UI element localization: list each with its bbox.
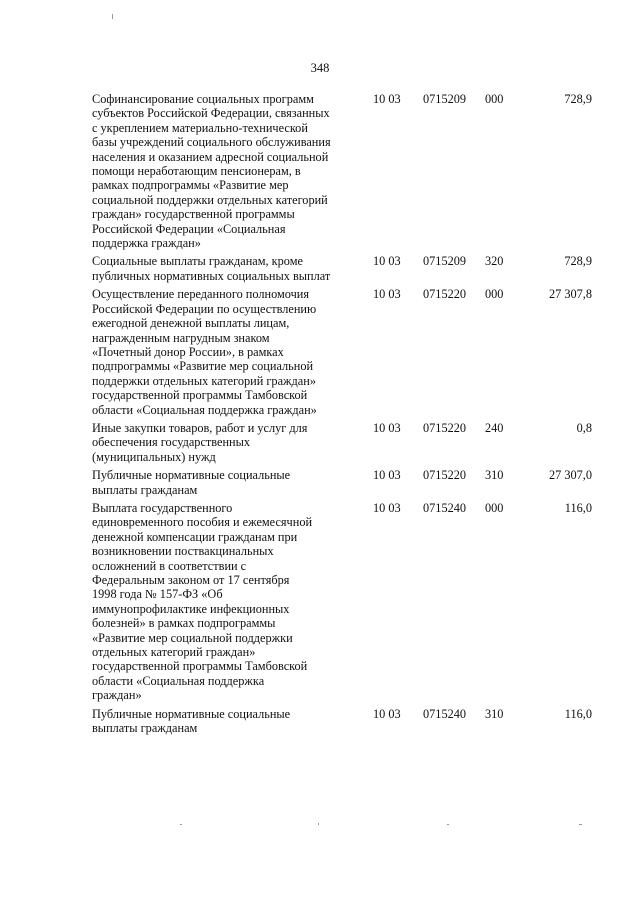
expense-kind-code: 310 (485, 706, 504, 721)
section-code: 10 03 (373, 420, 401, 435)
amount: 27 307,0 (548, 468, 592, 483)
table-row (92, 92, 592, 251)
section-code: 10 03 (373, 706, 401, 721)
row-description: Выплата государственного единовременного пособия и ежемесячной денежной компенсации гражданам при возникновении поствакцинальных осложнений в соответствии с Федеральным законом от 17 сентября 1998 года № 157-ФЗ «Об иммунопрофилактике инфекционных болезней» в рамках подпрограммы «Развитие мер социальной поддержки отдельных категорий граждан» государственной программы Тамбовской области «Социальная поддержка граждан» (92, 500, 313, 703)
expense-kind-code: 000 (485, 500, 504, 515)
target-code: 0715220 (423, 468, 467, 483)
budget-table (92, 92, 592, 739)
target-code: 0715209 (423, 254, 467, 269)
table-row (92, 287, 592, 417)
row-description: Публичные нормативные социальные выплаты гражданам (92, 706, 291, 736)
amount: 116,0 (564, 500, 592, 515)
amount: 0,8 (576, 420, 592, 435)
row-description: Софинансирование социальных программ субъектов Российской Федерации, связанных с укреплением материально-технической базы учреждений социального обслуживания населения и оказанием адресной социальной помощи неработающим пенсионерам, в рамках подпрограммы «Развитие мер социальной поддержки отдельных категорий граждан» государственной программы Российской Федерации «Социальная поддержка граждан» (92, 92, 331, 251)
expense-kind-code: 320 (485, 254, 504, 269)
expense-kind-code: 000 (485, 287, 504, 302)
section-code: 10 03 (373, 287, 401, 302)
target-code: 0715220 (423, 287, 467, 302)
scan-mark (318, 823, 319, 825)
target-code: 0715240 (423, 706, 467, 721)
section-code: 10 03 (373, 92, 401, 106)
target-code: 0715209 (423, 92, 467, 106)
scan-mark (447, 824, 449, 825)
section-code: 10 03 (373, 254, 401, 269)
target-code: 0715240 (423, 500, 467, 515)
expense-kind-code: 310 (485, 468, 504, 483)
table-row (92, 254, 592, 283)
scan-mark (180, 824, 182, 825)
table-row (92, 468, 592, 497)
table-row (92, 420, 592, 464)
row-description: Осуществление переданного полномочия Российской Федерации по осуществлению ежегодной денежной выплаты лицам, награжденным нагрудным знаком «Почетный донор России», в рамках подпрограммы «Развитие мер социальной поддержки отдельных категорий граждан» государственной программы Тамбовской области «Социальная поддержка граждан» (92, 287, 317, 417)
scan-mark (112, 14, 113, 19)
amount: 728,9 (564, 254, 592, 269)
section-code: 10 03 (373, 500, 401, 515)
page-number: 348 (310, 61, 330, 75)
table-row (92, 500, 592, 703)
row-description: Иные закупки товаров, работ и услуг для обеспечения государственных (муниципальных) нужд (92, 420, 308, 464)
target-code: 0715220 (423, 420, 467, 435)
row-description: Публичные нормативные социальные выплаты гражданам (92, 468, 291, 497)
amount: 116,0 (564, 706, 592, 721)
amount: 728,9 (564, 92, 592, 106)
amount: 27 307,8 (548, 287, 592, 302)
expense-kind-code: 240 (485, 420, 504, 435)
scan-mark (579, 824, 582, 825)
section-code: 10 03 (373, 468, 401, 483)
expense-kind-code: 000 (485, 92, 504, 106)
row-description: Социальные выплаты гражданам, кроме публичных нормативных социальных выплат (92, 254, 331, 283)
table-row (92, 706, 592, 736)
